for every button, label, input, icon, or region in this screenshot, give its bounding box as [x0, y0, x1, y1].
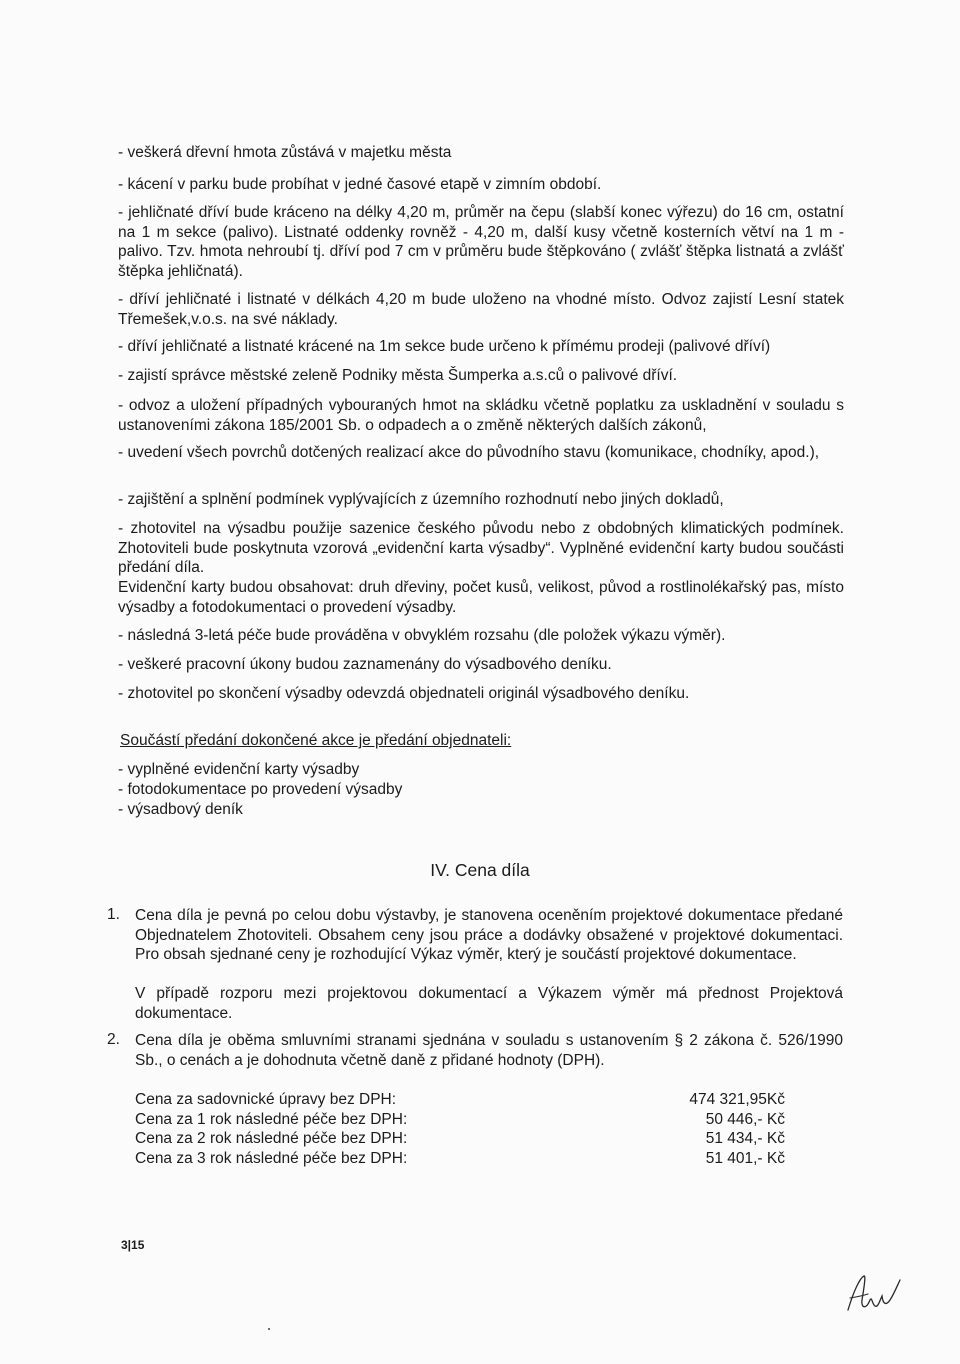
price-label: Cena za 3 rok následné péče bez DPH:: [135, 1149, 408, 1167]
paragraph: - uvedení všech povrchů dotčených realizací akce do původního stavu (komunikace, chodníky, apod.),: [118, 444, 820, 461]
price-value: 474 321,95Kč: [689, 1091, 785, 1108]
paragraph: - zajištění a splnění podmínek vyplývajících z územního rozhodnutí nebo jiných dokladů,: [118, 491, 724, 508]
paragraph: - zhotovitel po skončení výsadby odevzdá objednateli originál výsadbového deníku.: [118, 685, 690, 702]
list-item: - vyplněné evidenční karty výsadby: [118, 761, 360, 778]
item-text: Cena díla je pevná po celou dobu výstavby, je stanovena oceněním projektové dokumentace předané Objednatelem Zhotoviteli. Obsahem ceny jsou práce a dodávky obsažené v projektové dokumentaci. Pro obsah sjednané ceny je rozhodující Výkaz výměr, který je součástí projektové dokumentace.: [135, 907, 843, 963]
item-text: V případě rozporu mezi projektovou dokumentací a Výkazem výměr má přednost Projektová dokumentace.: [135, 985, 843, 1022]
paragraph: - jehličnaté dříví bude kráceno na délky 4,20 m, průměr na čepu (slabší konec výřezu) do 16 cm, ostatní na 1 m sekce (palivo). Listnaté oddenky rovněž - 4,20 m, další kusy včetně kosterních větví na 1 m - palivo. Tzv. hmota nehroubí tj. dříví pod 7 cm v průměru bude štěpkováno ( zvlášť štěpka listnatá a zvlášť štěpka jehličnatá).: [118, 204, 844, 280]
item-number: 1.: [107, 906, 120, 923]
signature-icon: [842, 1270, 902, 1320]
paragraph: - zajistí správce městské zeleně Podniky města Šumperka a.s.ců o palivové dříví.: [118, 367, 678, 384]
paragraph: - veškeré pracovní úkony budou zaznamenány do výsadbového deníku.: [118, 656, 612, 673]
price-label: Cena za sadovnické úpravy bez DPH:: [135, 1091, 397, 1108]
paragraph: - následná 3-letá péče bude prováděna v obvyklém rozsahu (dle položek výkazu výměr).: [118, 627, 726, 644]
price-row: [135, 1149, 785, 1169]
handover-list: [118, 760, 402, 820]
paragraph: - zhotovitel na výsadbu použije sazenice českého původu nebo z obdobných klimatických podmínek. Zhotoviteli bude poskytnuta vzorová „evidenční karta výsadby“. Vyplněné evidenční karty budou součásti předání díla.: [118, 520, 844, 576]
scan-mark: [268, 1328, 270, 1330]
list-item: - výsadbový deník: [118, 801, 243, 818]
handover-heading: Součástí předání dokončené akce je předání objednateli:: [120, 732, 512, 749]
paragraph: - veškerá dřevní hmota zůstává v majetku města: [118, 144, 452, 161]
list-item: - fotodokumentace po provedení výsadby: [118, 781, 403, 798]
price-row: [135, 1129, 785, 1149]
price-table: [135, 1090, 785, 1168]
price-label: Cena za 2 rok následné péče bez DPH:: [135, 1130, 408, 1147]
item-number: 2.: [107, 1031, 120, 1048]
paragraph: - dříví jehličnaté i listnaté v délkách 4,20 m bude uloženo na vhodné místo. Odvoz zajistí Lesní statek Třemešek,v.o.s. na své náklady.: [118, 291, 844, 328]
price-row: [135, 1110, 785, 1130]
page-number: 3|15: [121, 1238, 145, 1252]
section-title: IV. Cena díla: [430, 860, 530, 880]
price-value: 51 401,- Kč: [705, 1149, 785, 1167]
paragraph: - odvoz a uložení případných vybouraných hmot na skládku včetně poplatku za uskladnění v souladu s ustanoveními zákona 185/2001 Sb. o odpadech a o změně některých dalších zákonů,: [118, 397, 844, 434]
paragraph: Evidenční karty budou obsahovat: druh dřeviny, počet kusů, velikost, původ a rostlinolékařský pas, místo výsadby a fotodokumentaci o provedení výsadby.: [118, 579, 844, 616]
price-value: 51 434,- Kč: [705, 1130, 785, 1147]
paragraph: - dříví jehličnaté a listnaté krácené na 1m sekce bude určeno k přímému prodeji (palivové dříví): [118, 338, 771, 355]
price-value: 50 446,- Kč: [705, 1110, 785, 1128]
price-label: Cena za 1 rok následné péče bez DPH:: [135, 1110, 408, 1128]
paragraph: - kácení v parku bude probíhat v jedné časové etapě v zimním období.: [118, 176, 602, 193]
price-row: [135, 1090, 785, 1110]
item-text: Cena díla je oběma smluvními stranami sjednána v souladu s ustanovením § 2 zákona č. 526/1990 Sb., o cenách a je dohodnuta včetně daně z přidané hodnoty (DPH).: [135, 1032, 843, 1069]
